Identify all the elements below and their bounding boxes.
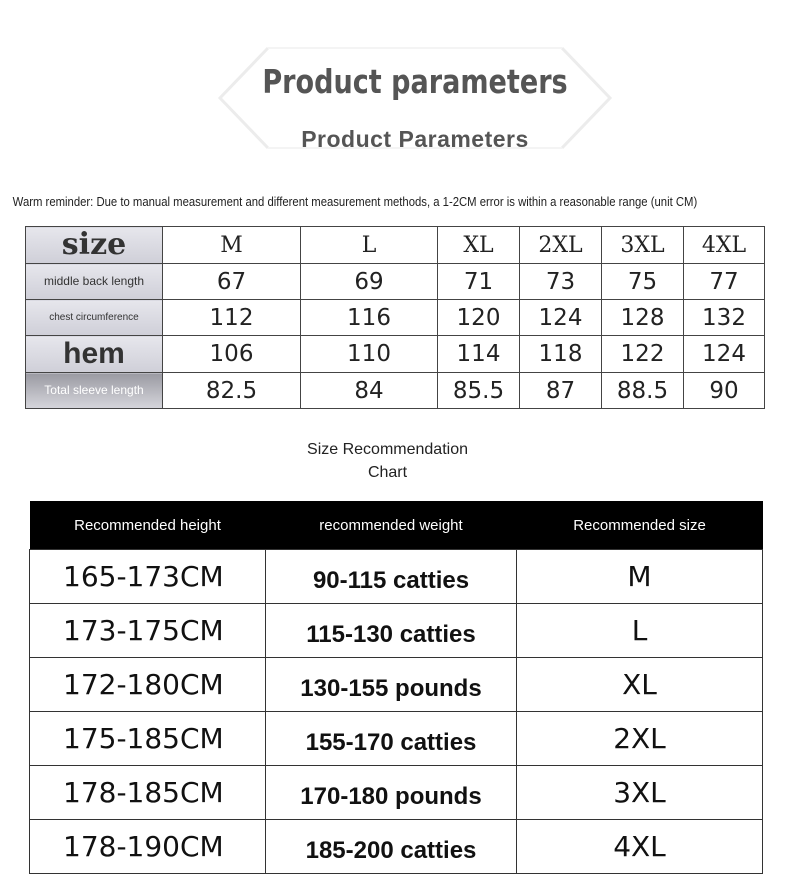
height-cell: 178-185CM [30, 766, 266, 820]
table-row [30, 712, 763, 766]
value-cell: 120 [438, 300, 520, 336]
size-parameter-table [25, 226, 765, 409]
size-cell: 3XL [517, 766, 763, 820]
weight-cell: 90-115 catties [266, 550, 517, 604]
size-cell: L [517, 604, 763, 658]
banner-subtitle: Product Parameters [301, 126, 529, 152]
size-header-cell: 4XL [684, 227, 765, 264]
warm-reminder: Warm reminder: Due to manual measurement and different measurement methods, a 1-2CM error is within a reasonable range (unit CM) [12, 194, 698, 209]
value-cell: 82.5 [163, 373, 301, 409]
weight-cell: 115-130 catties [266, 604, 517, 658]
value-cell: 114 [438, 336, 520, 373]
height-cell: 165-173CM [30, 550, 266, 604]
size-row-chest-circumference [26, 300, 765, 336]
value-cell: 132 [684, 300, 765, 336]
value-cell: 67 [163, 264, 301, 300]
size-cell: XL [517, 658, 763, 712]
value-cell: 106 [163, 336, 301, 373]
size-header-cell: L [301, 227, 438, 264]
recommendation-header-row [30, 501, 763, 550]
value-cell: 71 [438, 264, 520, 300]
recommendation-title-line1: Size Recommendation [307, 441, 468, 458]
weight-cell: 155-170 catties [266, 712, 517, 766]
value-cell: 88.5 [602, 373, 684, 409]
size-header-cell: XL [438, 227, 520, 264]
value-cell: 110 [301, 336, 438, 373]
weight-cell: 185-200 catties [266, 820, 517, 874]
value-cell: 128 [602, 300, 684, 336]
value-cell: 118 [520, 336, 602, 373]
recommendation-title [295, 438, 480, 484]
value-cell: 69 [301, 264, 438, 300]
header-weight: recommended weight [266, 501, 517, 550]
value-cell: 112 [163, 300, 301, 336]
size-header-cell: M [163, 227, 301, 264]
size-row-hem [26, 336, 765, 373]
row-label: chest circumference [26, 300, 163, 336]
size-header-cell: 2XL [520, 227, 602, 264]
size-row-total-sleeve-length [26, 373, 765, 409]
value-cell: 84 [301, 373, 438, 409]
weight-cell: 170-180 pounds [266, 766, 517, 820]
table-row [30, 604, 763, 658]
value-cell: 116 [301, 300, 438, 336]
height-cell: 173-175CM [30, 604, 266, 658]
table-row [30, 550, 763, 604]
row-label: hem [26, 336, 163, 373]
height-cell: 172-180CM [30, 658, 266, 712]
size-header-row [26, 227, 765, 264]
value-cell: 122 [602, 336, 684, 373]
value-cell: 73 [520, 264, 602, 300]
size-cell: M [517, 550, 763, 604]
size-recommendation-table [29, 501, 763, 874]
row-label: middle back length [26, 264, 163, 300]
value-cell: 75 [602, 264, 684, 300]
size-row-middle-back-length [26, 264, 765, 300]
value-cell: 85.5 [438, 373, 520, 409]
height-cell: 178-190CM [30, 820, 266, 874]
row-label: Total sleeve length [26, 373, 163, 409]
height-cell: 175-185CM [30, 712, 266, 766]
table-row [30, 766, 763, 820]
recommendation-title-line2: Chart [367, 464, 408, 481]
header-size: Recommended size [517, 501, 763, 550]
size-corner-label: size [26, 227, 163, 264]
size-cell: 4XL [517, 820, 763, 874]
value-cell: 90 [684, 373, 765, 409]
table-row [30, 658, 763, 712]
banner-title: Product parameters [262, 62, 568, 101]
weight-cell: 130-155 pounds [266, 658, 517, 712]
header-height: Recommended height [30, 501, 266, 550]
table-row [30, 820, 763, 874]
value-cell: 124 [684, 336, 765, 373]
size-header-cell: 3XL [602, 227, 684, 264]
value-cell: 77 [684, 264, 765, 300]
value-cell: 124 [520, 300, 602, 336]
value-cell: 87 [520, 373, 602, 409]
size-cell: 2XL [517, 712, 763, 766]
banner-text-layer [210, 0, 620, 160]
